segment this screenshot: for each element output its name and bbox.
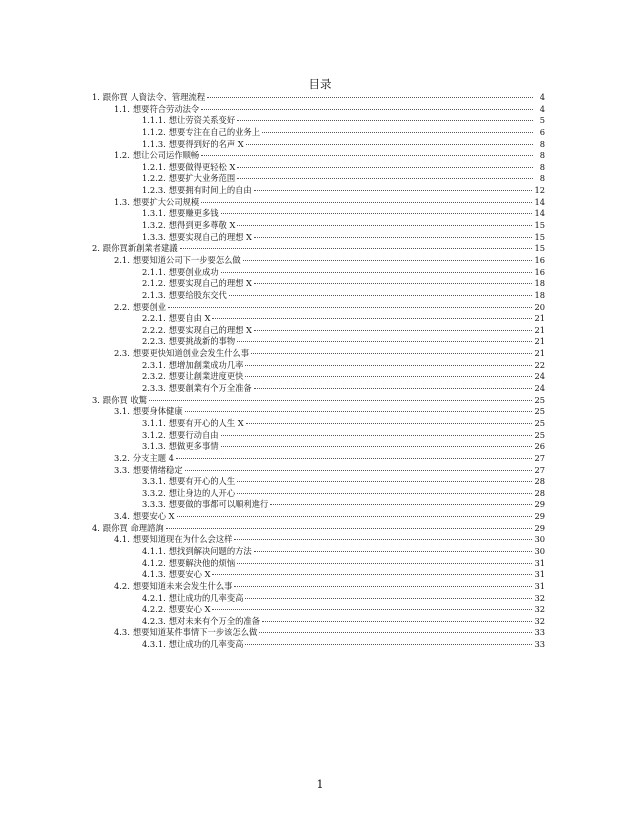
toc-entry-page: 8 (539, 150, 545, 161)
toc-entry-number: 2.3. (114, 348, 130, 359)
dot-leader (245, 376, 532, 377)
toc-entry-text: 想得到更多尊敬 X (168, 220, 236, 231)
toc-entry-page: 27 (534, 452, 545, 463)
toc-entry[interactable] (92, 92, 545, 104)
toc-entry-page: 33 (534, 639, 545, 650)
dot-leader (259, 632, 532, 633)
dot-leader (246, 144, 533, 145)
toc-entry[interactable] (92, 185, 545, 197)
toc-entry-number: 1.3. (114, 196, 130, 207)
toc-entry[interactable] (92, 465, 545, 477)
toc-entry[interactable] (92, 162, 545, 174)
toc-entry[interactable] (92, 488, 545, 500)
dot-leader (237, 225, 532, 226)
toc-entry-text: 想做更多事情 (168, 441, 219, 452)
dot-leader (149, 400, 532, 401)
toc-entry[interactable] (92, 371, 545, 383)
toc-entry-text: 想要符合劳动法令 (132, 103, 200, 114)
toc-entry-page: 30 (534, 545, 545, 556)
dot-leader (201, 202, 532, 203)
toc-entry[interactable] (92, 593, 545, 605)
toc-entry-text: 想要解決他的烦恼 (168, 557, 236, 568)
toc-entry-page: 24 (534, 371, 545, 382)
toc-entry-page: 8 (539, 173, 545, 184)
dot-leader (254, 190, 533, 191)
toc-entry-number: 2. (92, 243, 100, 254)
dot-leader (185, 411, 533, 412)
toc-entry[interactable] (92, 558, 545, 570)
toc-entry[interactable] (92, 104, 545, 116)
dot-leader (180, 248, 533, 249)
page-number: 1 (316, 778, 324, 791)
toc-entry[interactable] (92, 639, 545, 651)
toc-entry-number: 1.2.2. (142, 173, 166, 184)
dot-leader (254, 388, 533, 389)
toc-entry-number: 1.1.3. (142, 138, 166, 149)
toc-entry[interactable] (92, 523, 545, 535)
toc-entry-number: 2.1.3. (142, 289, 166, 300)
toc-entry-text: 想要安心 X (168, 604, 211, 615)
dot-leader (185, 470, 533, 471)
toc-entry[interactable] (92, 139, 545, 151)
toc-entry[interactable] (92, 383, 545, 395)
toc-entry[interactable] (92, 150, 545, 162)
toc-entry-number: 1. (92, 92, 100, 102)
dot-leader (245, 644, 532, 645)
toc-entry-number: 1.2.3. (142, 185, 166, 196)
toc-entry-page: 28 (534, 487, 545, 498)
toc-entry-page: 31 (534, 557, 545, 568)
dot-leader (221, 446, 533, 447)
dot-leader (270, 504, 532, 505)
toc-entry-number: 3. (92, 394, 100, 405)
dot-leader (243, 260, 533, 261)
toc-entry-page: 32 (534, 615, 545, 626)
toc-entry-number: 2.2.2. (142, 324, 166, 335)
toc-entry-text: 想要实现自己的理想 X (168, 324, 252, 335)
toc-entry[interactable] (92, 115, 545, 127)
toc-entry-page: 14 (534, 196, 545, 207)
toc-entry-number: 4.1.1. (142, 545, 166, 556)
toc-entry-text: 想让公司运作顺畅 (132, 150, 200, 161)
toc-entry-number: 1.3.2. (142, 220, 166, 231)
toc-entry-page: 30 (534, 534, 545, 545)
toc-entry[interactable] (92, 441, 545, 453)
toc-entry-number: 2.3.3. (142, 383, 166, 394)
dot-leader (254, 237, 532, 238)
toc-entry-number: 4.2. (114, 580, 130, 591)
toc-entry-text: 想要知道现在为什么会这样 (132, 534, 233, 545)
toc-entry[interactable] (92, 336, 545, 348)
dot-leader (237, 167, 533, 168)
toc-entry-number: 3.1.1. (142, 417, 166, 428)
dot-leader (229, 295, 533, 296)
dot-leader (237, 120, 533, 121)
toc-entry[interactable] (92, 616, 545, 628)
dot-leader (262, 132, 533, 133)
toc-entry-page: 25 (534, 394, 545, 405)
toc-entry-page: 12 (534, 185, 545, 196)
toc-entry[interactable] (92, 534, 545, 546)
toc-entry[interactable] (92, 546, 545, 558)
toc-entry[interactable] (92, 127, 545, 139)
toc-entry-page: 18 (534, 289, 545, 300)
toc-entry-page: 14 (534, 208, 545, 219)
toc-entry-text: 跟你買 人資法令、管理流程 (102, 92, 206, 102)
dot-leader (212, 574, 532, 575)
dot-leader (221, 272, 533, 273)
toc-entry-text: 想要给股东交代 (168, 289, 227, 300)
toc-entry[interactable] (92, 208, 545, 220)
toc-entry-number: 1.3.1. (142, 208, 166, 219)
toc-entry-number: 4.1. (114, 534, 130, 545)
toc-entry-page: 4 (539, 92, 545, 102)
toc-entry-page: 28 (534, 476, 545, 487)
dot-leader (245, 598, 532, 599)
dot-leader (207, 97, 533, 98)
toc-entry-text: 想要专注在自己的业务上 (168, 126, 261, 137)
toc-entry-text: 想要創業有个万全准备 (168, 383, 252, 394)
toc-entry-page: 15 (534, 231, 545, 242)
toc-entry-text: 想要实现自己的理想 X (168, 278, 252, 289)
toc-entry-number: 3.1. (114, 406, 130, 417)
dot-leader (251, 353, 532, 354)
toc-entry[interactable] (92, 476, 545, 488)
toc-entry-text: 想让劳资关系变好 (168, 115, 236, 126)
toc-entry-text: 想要让創業进度更快 (168, 371, 244, 382)
toc-entry-number: 2.1.1. (142, 266, 166, 277)
toc-entry-page: 8 (539, 161, 545, 172)
toc-entry-text: 跟你買新創業者建議 (102, 243, 178, 254)
toc-entry-number: 2.1.2. (142, 278, 166, 289)
toc-entry-page: 18 (534, 278, 545, 289)
toc-entry[interactable] (92, 348, 545, 360)
toc-entry-page: 15 (534, 243, 545, 254)
toc-entry-page: 32 (534, 604, 545, 615)
toc-entry-number: 1.1.1. (142, 115, 166, 126)
toc-entry-text: 想要安心 X (168, 569, 211, 580)
toc-entry-text: 想要知道公司下一步要怎么做 (132, 254, 241, 265)
dot-leader (201, 155, 533, 156)
toc-entry[interactable] (92, 360, 545, 372)
toc-entry[interactable] (92, 581, 545, 593)
toc-entry-number: 4.3. (114, 627, 130, 638)
toc-entry-page: 22 (534, 359, 545, 370)
toc-entry-page: 24 (534, 383, 545, 394)
dot-leader (237, 341, 532, 342)
toc-entry-text: 想让成功的几率变高 (168, 592, 244, 603)
dot-leader (254, 283, 532, 284)
toc-entry-number: 1.1.2. (142, 126, 166, 137)
toc-entry-text: 想要扩大公司规模 (132, 196, 200, 207)
toc-entry-page: 4 (539, 103, 545, 114)
dot-leader (262, 621, 532, 622)
toc-entry-text: 想对未来有个万全的准备 (168, 615, 261, 626)
toc-entry-number: 4.2.3. (142, 615, 166, 626)
toc-entry[interactable] (92, 255, 545, 267)
toc-entry[interactable] (92, 220, 545, 232)
toc-entry-text: 分支主题 4 (132, 452, 174, 463)
table-of-contents (92, 92, 545, 651)
dot-leader (246, 423, 533, 424)
toc-entry[interactable] (92, 313, 545, 325)
toc-entry-number: 3.3.1. (142, 476, 166, 487)
toc-entry[interactable] (92, 569, 545, 581)
toc-entry-page: 20 (534, 301, 545, 312)
toc-entry-text: 想要实现自己的理想 X (168, 231, 252, 242)
toc-entry-text: 想让身边的人开心 (168, 487, 236, 498)
dot-leader (176, 458, 532, 459)
dot-leader (221, 213, 533, 214)
toc-entry-number: 3.3.2. (142, 487, 166, 498)
toc-entry-number: 2.2.3. (142, 336, 166, 347)
toc-entry-text: 想要做的事都可以順利進行 (168, 499, 269, 510)
toc-entry[interactable] (92, 604, 545, 616)
dot-leader (168, 307, 532, 308)
toc-entry[interactable] (92, 243, 545, 255)
toc-entry-text: 想要有开心的人生 (168, 476, 236, 487)
toc-entry-number: 4. (92, 522, 100, 533)
toc-entry[interactable] (92, 197, 545, 209)
toc-entry-page: 21 (534, 313, 545, 324)
dot-leader (237, 493, 532, 494)
toc-entry-text: 想让成功的几率变高 (168, 639, 244, 650)
dot-leader (245, 365, 532, 366)
dot-leader (237, 563, 532, 564)
toc-entry-page: 25 (534, 417, 545, 428)
toc-entry[interactable] (92, 453, 545, 465)
toc-entry-page: 21 (534, 336, 545, 347)
toc-entry-number: 4.2.2. (142, 604, 166, 615)
toc-entry-page: 16 (534, 266, 545, 277)
toc-entry-number: 4.3.1. (142, 639, 166, 650)
toc-entry-text: 想找到解决问题的方法 (168, 545, 252, 556)
toc-entry-page: 21 (534, 348, 545, 359)
toc-entry-page: 6 (539, 126, 545, 137)
toc-entry-number: 1.2.1. (142, 161, 166, 172)
toc-entry-page: 5 (539, 115, 545, 126)
toc-entry[interactable] (92, 325, 545, 337)
toc-entry-text: 想要知道某件事情下一步该怎么做 (132, 627, 258, 638)
toc-entry[interactable] (92, 290, 545, 302)
toc-entry-page: 31 (534, 580, 545, 591)
toc-entry[interactable] (92, 511, 545, 523)
dot-leader (254, 551, 533, 552)
toc-entry[interactable] (92, 430, 545, 442)
toc-entry[interactable] (92, 499, 545, 511)
toc-entry-text: 想要做得更轻松 X (168, 161, 236, 172)
toc-entry-number: 1.3.3. (142, 231, 166, 242)
toc-entry-number: 2.2. (114, 301, 130, 312)
toc-entry-number: 1.2. (114, 150, 130, 161)
dot-leader (212, 318, 532, 319)
toc-entry[interactable] (92, 173, 545, 185)
toc-entry-number: 3.4. (114, 511, 130, 522)
toc-entry[interactable] (92, 395, 545, 407)
toc-entry-page: 33 (534, 627, 545, 638)
toc-entry-number: 4.1.3. (142, 569, 166, 580)
toc-entry-page: 29 (534, 511, 545, 522)
dot-leader (237, 178, 533, 179)
dot-leader (234, 539, 532, 540)
toc-entry[interactable] (92, 267, 545, 279)
toc-entry-page: 16 (534, 254, 545, 265)
toc-entry-number: 2.1. (114, 254, 130, 265)
toc-entry-text: 想要挑战新的事物 (168, 336, 236, 347)
dot-leader (234, 586, 532, 587)
toc-entry-number: 3.3.3. (142, 499, 166, 510)
dot-leader (166, 528, 533, 529)
toc-entry[interactable] (92, 418, 545, 430)
toc-entry-text: 想要行动自由 (168, 429, 219, 440)
toc-entry-page: 15 (534, 220, 545, 231)
toc-entry-page: 25 (534, 406, 545, 417)
toc-entry-text: 想要拥有时间上的自由 (168, 185, 252, 196)
toc-entry-text: 跟你買 命理諮詢 (102, 522, 164, 533)
toc-entry-text: 跟你買 收驚 (102, 394, 148, 405)
toc-entry-number: 3.3. (114, 464, 130, 475)
dot-leader (177, 516, 533, 517)
toc-entry-text: 想增加創業成功几率 (168, 359, 244, 370)
toc-entry-page: 25 (534, 429, 545, 440)
toc-entry-text: 想要创业成功 (168, 266, 219, 277)
toc-entry-number: 1.1. (114, 103, 130, 114)
toc-entry-number: 3.1.3. (142, 441, 166, 452)
toc-entry-number: 2.2.1. (142, 313, 166, 324)
toc-entry-page: 29 (534, 499, 545, 510)
toc-entry-page: 26 (534, 441, 545, 452)
toc-entry[interactable] (92, 232, 545, 244)
dot-leader (201, 109, 533, 110)
dot-leader (237, 481, 532, 482)
toc-entry[interactable] (92, 278, 545, 290)
toc-entry-page: 29 (534, 522, 545, 533)
toc-entry[interactable] (92, 406, 545, 418)
toc-entry-page: 27 (534, 464, 545, 475)
toc-entry-number: 4.1.2. (142, 557, 166, 568)
toc-entry-text: 想要有开心的人生 X (168, 417, 244, 428)
toc-entry-text: 想要身体健康 (132, 406, 183, 417)
toc-entry-text: 想要情绪稳定 (132, 464, 183, 475)
toc-entry-page: 32 (534, 592, 545, 603)
dot-leader (212, 609, 532, 610)
toc-entry-text: 想要知道未来会发生什么事 (132, 580, 233, 591)
dot-leader (221, 435, 533, 436)
toc-entry-text: 想要安心 X (132, 511, 175, 522)
toc-entry-page: 8 (539, 138, 545, 149)
toc-entry-page: 21 (534, 324, 545, 335)
toc-entry-text: 想要更快知道创业会发生什么事 (132, 348, 250, 359)
toc-entry-number: 3.2. (114, 452, 130, 463)
toc-entry-text: 想要得到好的名声 X (168, 138, 244, 149)
toc-entry-text: 想要扩大业务范围 (168, 173, 236, 184)
toc-entry[interactable] (92, 627, 545, 639)
toc-entry-number: 2.3.1. (142, 359, 166, 370)
toc-entry[interactable] (92, 302, 545, 314)
dot-leader (254, 330, 532, 331)
toc-entry-number: 4.2.1. (142, 592, 166, 603)
toc-entry-text: 想要创业 (132, 301, 167, 312)
toc-entry-text: 想要赚更多钱 (168, 208, 219, 219)
toc-entry-number: 2.3.2. (142, 371, 166, 382)
toc-entry-page: 31 (534, 569, 545, 580)
toc-entry-text: 想要自由 X (168, 313, 211, 324)
toc-title: 目录 (308, 77, 332, 91)
toc-entry-number: 3.1.2. (142, 429, 166, 440)
